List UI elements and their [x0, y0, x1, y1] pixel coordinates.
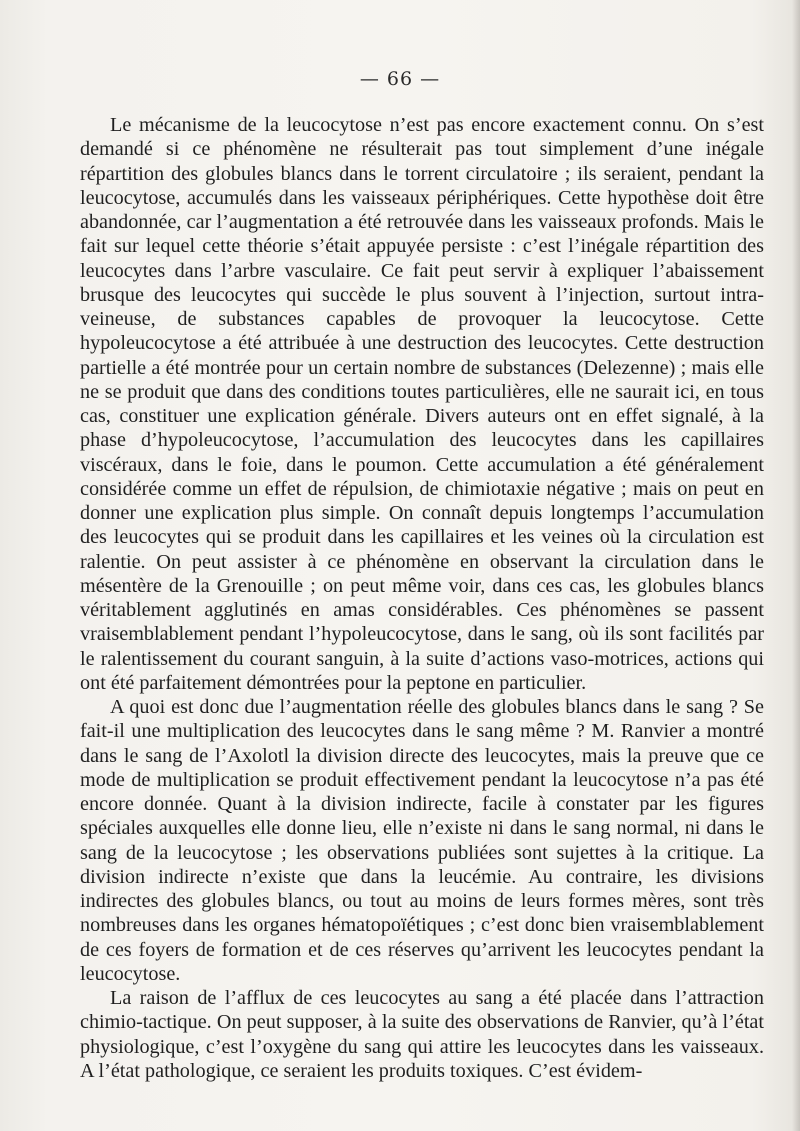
page-number: — 66 — — [359, 68, 441, 90]
paragraph-2: A quoi est donc due l’augmentation réelle des globules blancs dans le sang ? Se fait-il une multiplication des leucocytes dans le sang même ? M. Ranvier a montré dans le sang de l’Axolotl la division directe des leucocytes, mais la preuve que ce mode de multiplication se produit effectivement pendant la leucocytose n’a pas été encore donnée. Quant à la division indirecte, facile à constater par les figures spéciales auxquelles elle donne lieu, elle n’existe ni dans le sang normal, ni dans le sang de la leucocytose ; les observations publiées sont sujettes à la critique. La division indirecte n’existe que dans la leucémie. Au contraire, les divisions indirectes des globules blancs, ou tout au moins de leurs formes mères, sont très nombreuses dans les organes hématopoïétiques ; c’est donc bien vraisemblablement de ces foyers de formation et de ces réserves qu’arrivent les leucocytes pendant la leucocytose. — [80, 696, 764, 985]
body-text — [80, 113, 764, 1083]
paragraph-1: Le mécanisme de la leucocytose n’est pas encore exactement connu. On s’est demandé si ce phénomène ne résulterait pas tout simplement d’une inégale répartition des globules blancs dans le torrent circulatoire ; ils seraient, pendant la leucocytose, accumulés dans les vaisseaux périphériques. Cette hypothèse doit être abandonnée, car l’augmentation a été retrouvée dans les vaisseaux profonds. Mais le fait sur lequel cette théorie s’était appuyée persiste : c’est l’inégale répartition des leucocytes dans l’arbre vasculaire. Ce fait peut servir à expliquer l’abaissement brusque des leucocytes qui succède le plus souvent à l’injection, surtout intra-veineuse, de substances capables de provoquer la leucocytose. Cette hypoleucocytose a été attribuée à une destruction des leucocytes. Cette destruction partielle a été montrée pour un certain nombre de substances (Delezenne) ; mais elle ne se produit que dans des conditions toutes particulières, elle ne saurait ici, en tous cas, constituer une explication générale. Divers auteurs ont en effet signalé, à la phase d’hypoleucocytose, l’accumulation des leucocytes dans les capillaires viscéraux, dans le foie, dans le poumon. Cette accumulation a été généralement considérée comme un effet de répulsion, de chimiotaxie négative ; mais on peut en donner une explication plus simple. On connaît depuis longtemps l’accumulation des leucocytes qui se produit dans les capillaires et les veines où la circulation est ralentie. On peut assister à ce phénomène en observant la circulation dans le mésentère de la Grenouille ; on peut même voir, dans ces cas, les globules blancs véritablement agglutinés en amas considérables. Ces phénomènes se passent vraisemblablement pendant l’hypoleucocytose, dans le sang, où ils sont facilités par le ralentissement du courant sanguin, à la suite d’actions vaso-motrices, actions qui ont été parfaitement démontrées pour la peptone en particulier. — [80, 114, 764, 694]
paragraph-3: La raison de l’afflux de ces leucocytes au sang a été placée dans l’attraction chimio-tactique. On peut supposer, à la suite des observations de Ranvier, qu’à l’état physiologique, c’est l’oxygène du sang qui attire les leucocytes dans les vaisseaux. A l’état pathologique, ce seraient les produits toxiques. C’est évidem- — [80, 987, 764, 1082]
page-edge-shadow — [792, 0, 800, 1131]
